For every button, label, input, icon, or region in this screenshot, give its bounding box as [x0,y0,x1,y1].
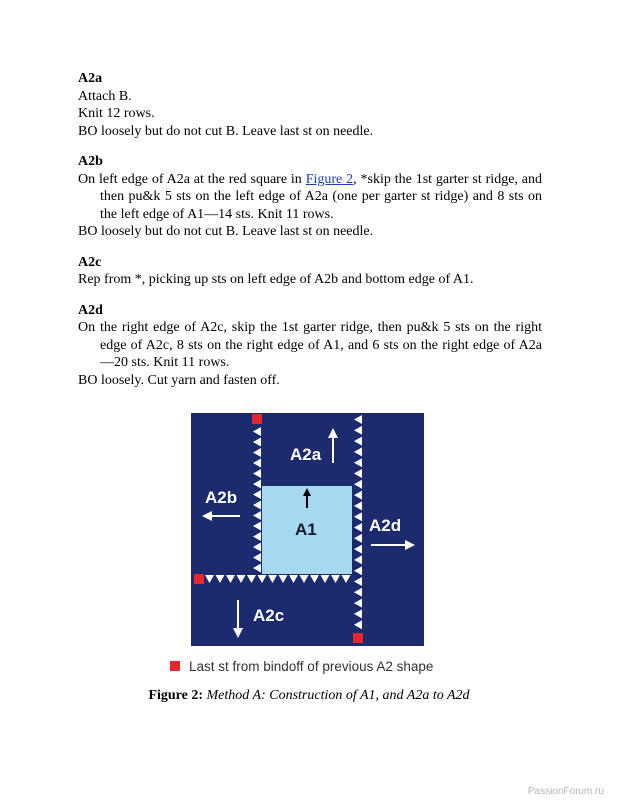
instruction-line: BO loosely but do not cut B. Leave last st on needle. [78,224,374,239]
instruction-line: Rep from *, picking up sts on left edge of A2b and bottom edge of A1. [78,272,474,287]
section-a2a [78,70,542,140]
instruction-line: Attach B. [78,88,132,104]
label-a2d: A2d [369,516,402,535]
document-body [78,70,542,402]
section-heading: A2d [78,302,103,318]
instruction-line: BO loosely but do not cut B. Leave last st on needle. [78,123,374,139]
label-a2b: A2b [205,488,238,507]
red-marker-square [353,633,363,643]
legend-text: Last st from bindoff of previous A2 shape [189,658,434,674]
section-heading: A2a [78,71,103,86]
label-a2a: A2a [290,445,322,464]
section-a2b [78,153,542,241]
caption-text: Method A: Construction of A1, and A2a to A2d [206,688,470,703]
red-marker-square [194,574,204,584]
instruction-paragraph [78,171,542,224]
figure-legend [170,656,433,676]
section-heading: A2c [78,254,102,270]
section-a2d [78,302,542,390]
red-marker-square [252,414,262,424]
instruction-paragraph: On the right edge of A2c, skip the 1st garter ridge, then pu&k 5 sts on the right edge of A2c, 8 sts on the right edge of A1, and 6 sts on the right edge of A2a—20 sts. Knit 11 rows. [78,320,542,370]
watermark: PassionForum.ru [527,786,604,797]
caption-label: Figure 2: [148,688,204,703]
instruction-text: , *skip the 1st garter st ridge, and then pu&k 5 sts on the left edge of A2a (one per garter st ridge) and 8 sts on the left edge of A1—14 sts. Knit 11 rows. [100,171,542,222]
figure-caption [0,688,618,704]
label-a2c: A2c [253,606,285,625]
section-a2c [78,254,542,289]
label-a1: A1 [295,520,317,539]
figure-2-link[interactable]: Figure 2 [305,171,354,187]
instruction-line: Knit 12 rows. [78,106,155,121]
instruction-line: BO loosely. Cut yarn and fasten off. [78,372,280,388]
red-square-icon [170,661,180,671]
instruction-text: On left edge of A2a at the red square in [78,171,306,187]
section-heading: A2b [78,154,103,169]
construction-diagram [191,413,424,646]
